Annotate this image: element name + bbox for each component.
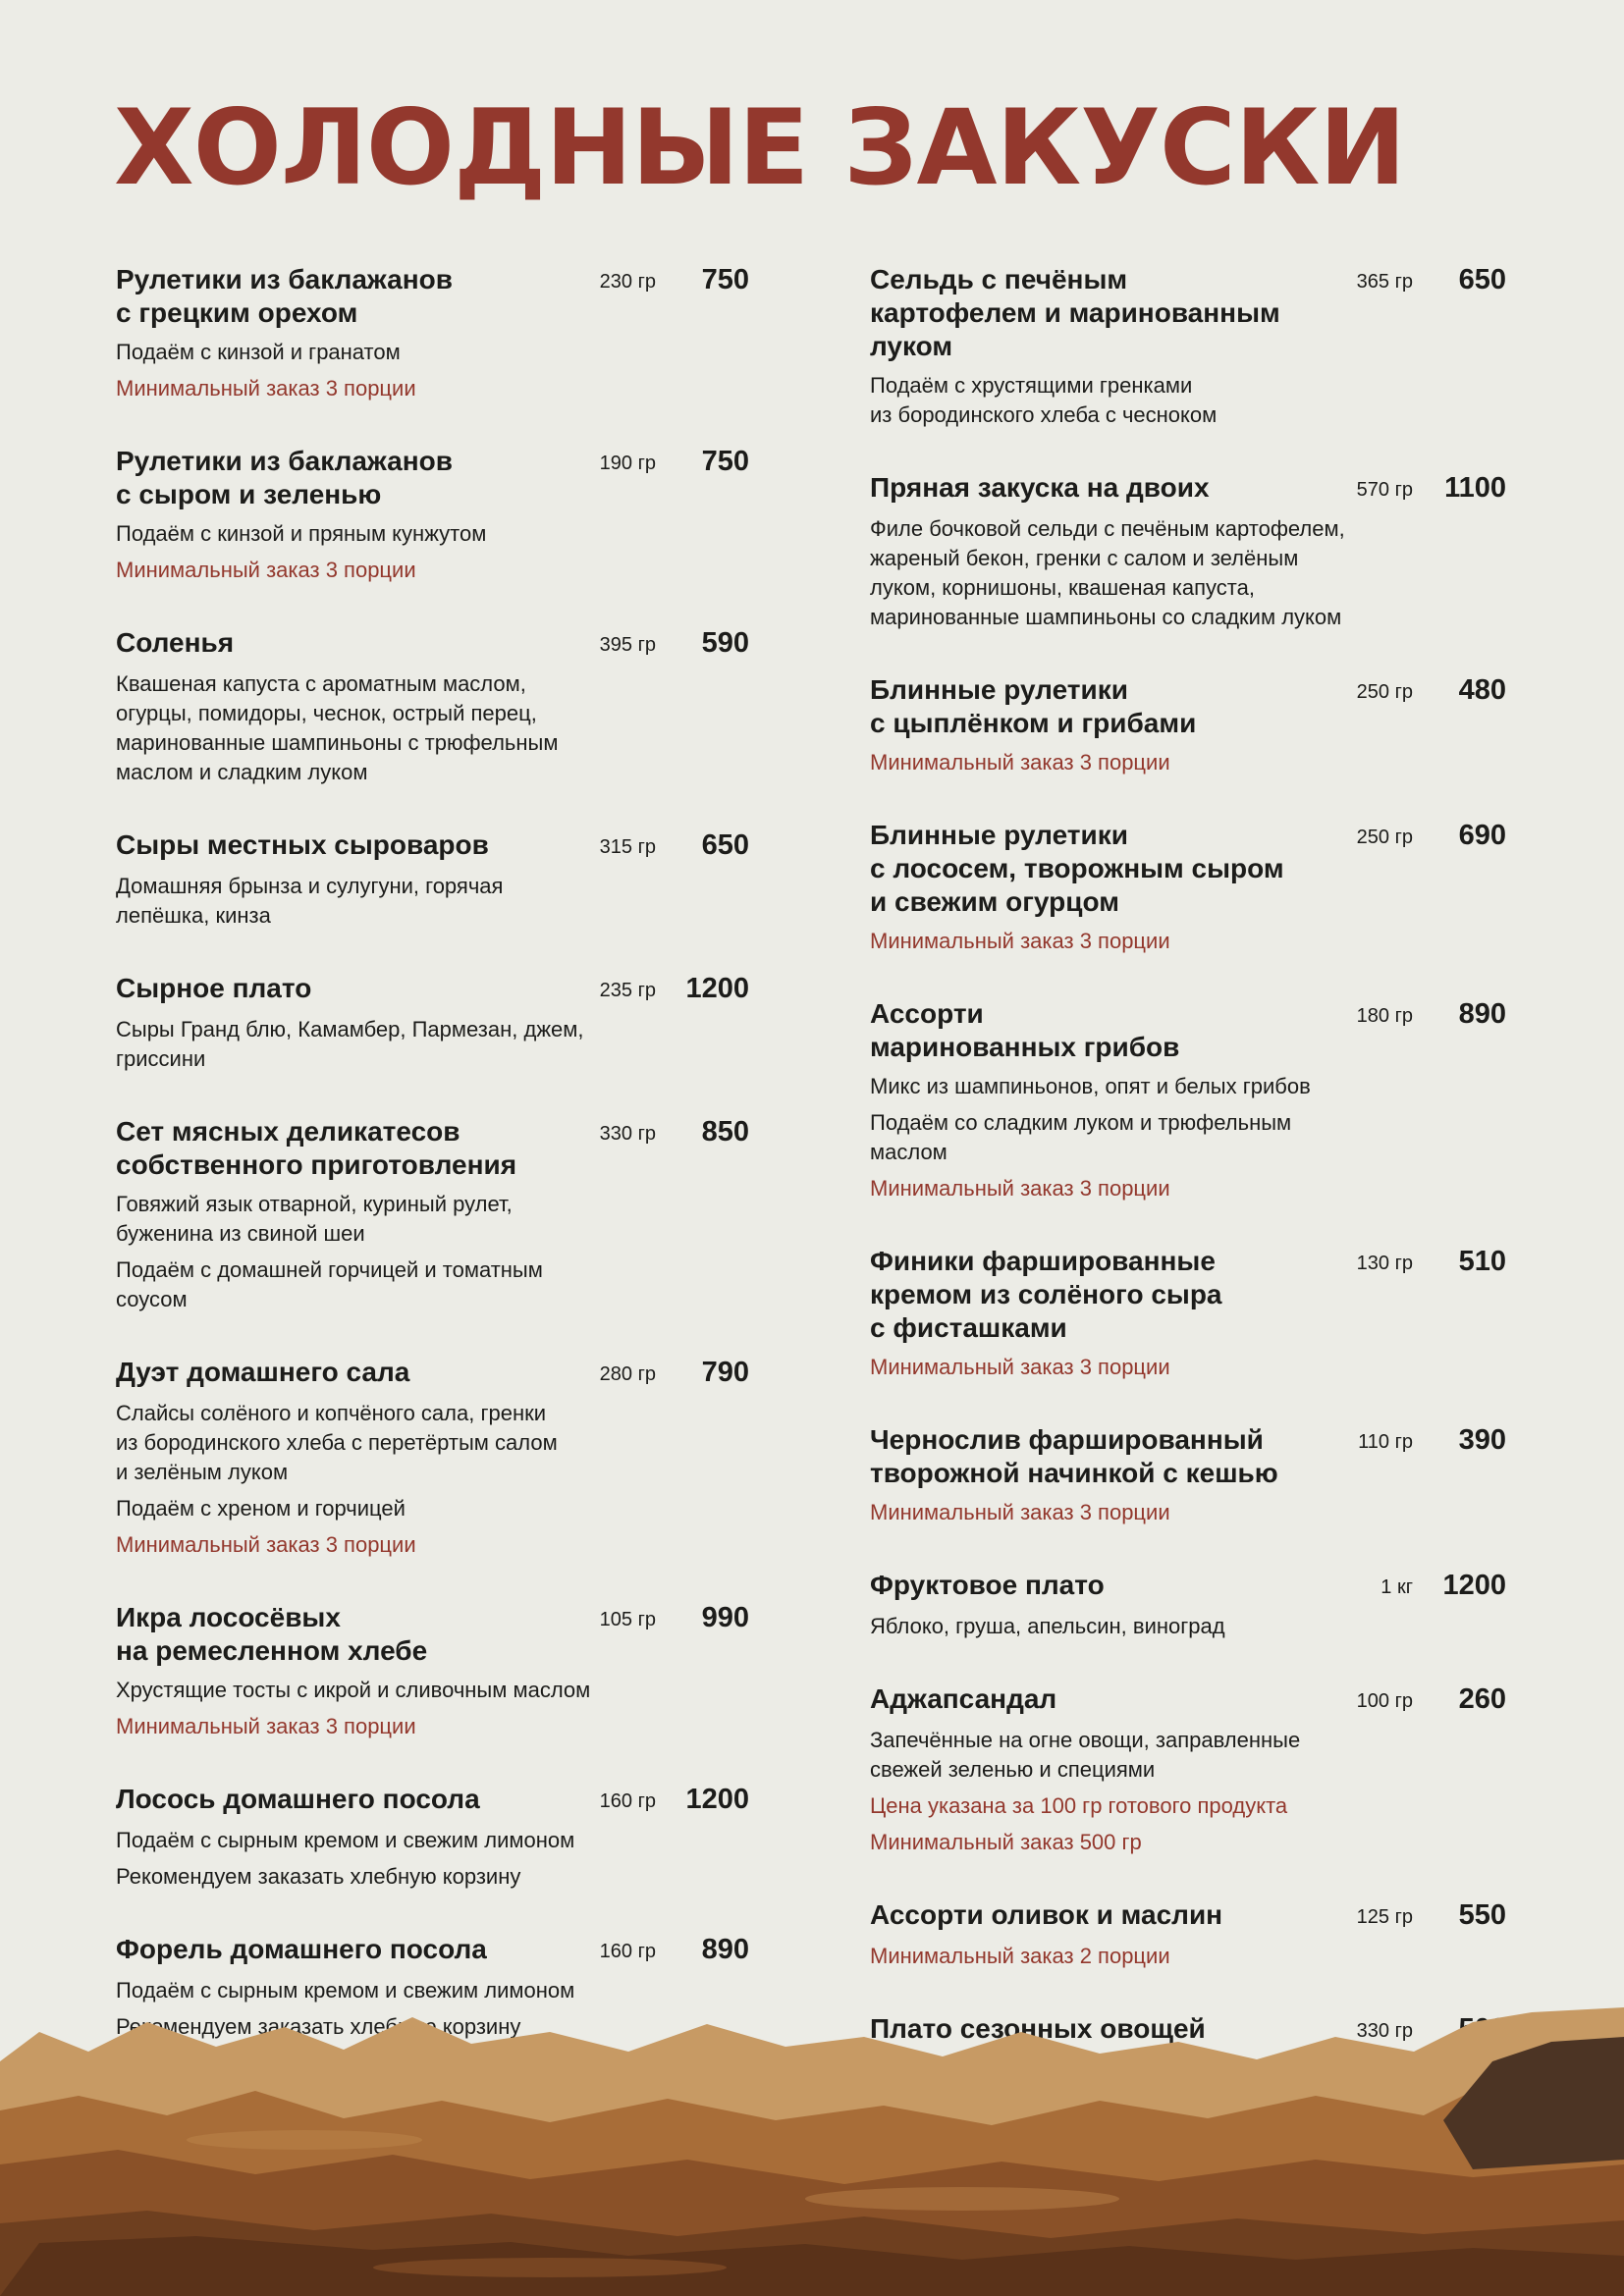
menu-item-header (116, 1601, 749, 1668)
dish-description: Филе бочковой сельди с печёным картофелем, жареный бекон, гренки с салом и зелёным луком, корнишоны, квашеная капуста, маринованные шампиньоны со сладким луком (870, 516, 1345, 629)
dish-weight: 230 гр (599, 271, 656, 293)
dish-name: Соленья (116, 627, 235, 658)
dish-description: Домашняя брынза и сулугуни, горячая лепёшка, кинза (116, 874, 504, 928)
dish-description: Подаём с хреном и горчицей (116, 1496, 406, 1521)
dish-name: Рулетики из баклажанов с сыром и зеленью (116, 446, 453, 509)
dish-note: Минимальный заказ 3 порции (870, 1176, 1170, 1201)
menu-item (870, 1245, 1506, 1382)
menu-item-header (870, 1569, 1506, 1604)
dish-name: Ассорти оливок и маслин (870, 1899, 1223, 1930)
dish-weight: 570 гр (1356, 479, 1413, 501)
menu-item-header (870, 1682, 1506, 1718)
menu-item-header (116, 828, 749, 864)
menu-item (116, 828, 749, 931)
menu-item (870, 1569, 1506, 1641)
menu-item-header (116, 626, 749, 662)
menu-column-left (116, 263, 749, 2083)
dish-price: 1200 (1442, 1570, 1506, 1601)
dish-description: Подаём со сладким луком и трюфельным маслом (870, 1110, 1292, 1164)
dish-description: Яблоко, груша, апельсин, виноград (870, 1614, 1225, 1638)
menu-item (116, 445, 749, 585)
menu-column-right (870, 263, 1506, 2156)
dish-price: 890 (701, 1934, 749, 1965)
menu-item-header (870, 1423, 1506, 1490)
dish-price: 1100 (1444, 472, 1506, 504)
dish-name: Блинные рулетики с цыплёнком и грибами (870, 674, 1197, 738)
menu-item-header (116, 972, 749, 1007)
dish-weight: 250 гр (1356, 681, 1413, 703)
dish-price: 550 (1458, 1899, 1506, 1931)
menu-item-header (116, 445, 749, 511)
dish-note: Минимальный заказ 3 порции (116, 1714, 416, 1738)
dish-price: 750 (701, 446, 749, 477)
menu-item (870, 1898, 1506, 1971)
dish-price: 650 (1458, 264, 1506, 295)
dish-weight: 160 гр (599, 1941, 656, 1962)
menu-item (870, 471, 1506, 632)
dish-weight: 110 гр (1358, 1431, 1413, 1453)
dish-weight: 330 гр (1356, 2020, 1413, 2042)
menu-item (116, 1115, 749, 1314)
menu-item (870, 819, 1506, 956)
landscape-illustration (0, 2002, 1624, 2296)
dish-weight: 105 гр (599, 1609, 656, 1630)
menu-item (116, 263, 749, 403)
dish-weight: 190 гр (599, 453, 656, 474)
menu-item-header (116, 1115, 749, 1182)
dish-description: Слайсы солёного и копчёного сала, гренки из бородинского хлеба с перетёртым салом и зелёным луком (116, 1401, 558, 1484)
page-title: ХОЛОДНЫЕ ЗАКУСКИ (114, 87, 1406, 208)
dish-description: Микс из шампиньонов, опят и белых грибов (870, 1074, 1311, 1098)
dish-description: Сыры Гранд блю, Камамбер, Пармезан, джем, гриссини (116, 1017, 584, 1071)
dish-note: Минимальный заказ 2 порции (870, 1944, 1170, 1968)
dish-price: 890 (1458, 998, 1506, 1030)
dish-weight: 1 кг (1380, 1576, 1413, 1598)
dish-price: 480 (1458, 674, 1506, 706)
menu-item-header (870, 997, 1506, 1064)
dish-price: 590 (701, 627, 749, 659)
dish-name: Сырное плато (116, 973, 312, 1003)
dish-price: 690 (1458, 820, 1506, 851)
menu-item-header (870, 471, 1506, 507)
dish-description: Рекомендуем заказать хлебную корзину (116, 1864, 521, 1889)
menu-item (870, 997, 1506, 1203)
menu-item (870, 673, 1506, 777)
menu-item (116, 1783, 749, 1892)
dish-note: Минимальный заказ 3 порции (116, 558, 416, 582)
dish-description: Хрустящие тосты с икрой и сливочным маслом (116, 1678, 591, 1702)
dish-name: Пряная закуска на двоих (870, 472, 1210, 503)
dish-price: 850 (701, 1116, 749, 1148)
dish-price: 510 (1458, 1246, 1506, 1277)
dish-note: Цена указана за 100 гр готового продукта (870, 1793, 1288, 1818)
dish-note: Минимальный заказ 3 порции (870, 750, 1170, 774)
dish-weight: 395 гр (599, 634, 656, 656)
menu-item-header (116, 1933, 749, 1968)
dish-note: Минимальный заказ 3 порции (116, 376, 416, 400)
dish-name: Аджапсандал (870, 1683, 1057, 1714)
menu-item (870, 263, 1506, 430)
menu-item-header (116, 263, 749, 330)
dish-name: Плато сезонных овощей (870, 2013, 1206, 2044)
dish-weight: 280 гр (599, 1363, 656, 1385)
dish-price: 750 (701, 264, 749, 295)
dish-name: Сыры местных сыроваров (116, 829, 489, 860)
dish-description: Запечённые на огне овощи, заправленные свежей зеленью и специями (870, 1728, 1301, 1782)
menu-item-header (116, 1783, 749, 1818)
dish-name: Лосось домашнего посола (116, 1784, 480, 1814)
dish-price: 260 (1458, 1683, 1506, 1715)
dish-note: Минимальный заказ 500 гр (870, 1830, 1142, 1854)
dish-weight: 180 гр (1356, 1005, 1413, 1027)
dish-weight: 235 гр (599, 980, 656, 1001)
dish-description: Подаём с кинзой и гранатом (116, 340, 401, 364)
menu-item-header (870, 1245, 1506, 1345)
dish-price: 990 (701, 1602, 749, 1633)
dish-weight: 315 гр (599, 836, 656, 858)
dish-note: Минимальный заказ 3 порции (116, 1532, 416, 1557)
dish-weight: 100 гр (1356, 1690, 1413, 1712)
menu-item (870, 1682, 1506, 1857)
dish-name: Икра лососёвых на ремесленном хлебе (116, 1602, 428, 1666)
menu-item-header (116, 1356, 749, 1391)
dish-weight: 160 гр (599, 1790, 656, 1812)
dish-weight: 130 гр (1356, 1253, 1413, 1274)
dish-weight: 125 гр (1356, 1906, 1413, 1928)
dish-description: Подаём с сырным кремом и свежим лимоном (116, 1978, 575, 2002)
menu-item (116, 972, 749, 1074)
dish-price: 1200 (685, 1784, 749, 1815)
menu-item-header (870, 819, 1506, 919)
dish-note: Минимальный заказ 3 порции (870, 1355, 1170, 1379)
dish-weight: 365 гр (1356, 271, 1413, 293)
dish-description: Подаём с домашней горчицей и томатным соусом (116, 1257, 543, 1311)
menu-item (116, 1356, 749, 1560)
dish-description: Квашеная капуста с ароматным маслом, огурцы, помидоры, чеснок, острый перец, маринованные шампиньоны с трюфельным маслом и сладким луком (116, 671, 559, 784)
menu-item (116, 1601, 749, 1741)
dish-note: Минимальный заказ 3 порции (870, 1500, 1170, 1524)
dish-price: 390 (1458, 1424, 1506, 1456)
dish-name: Фруктовое плато (870, 1570, 1105, 1600)
dish-name: Рулетики из баклажанов с грецким орехом (116, 264, 453, 328)
dish-name: Сет мясных деликатесов собственного приготовления (116, 1116, 517, 1180)
dish-name: Ассорти маринованных грибов (870, 998, 1180, 1062)
menu-item-header (870, 1898, 1506, 1934)
dish-description: Говяжий язык отварной, куриный рулет, буженина из свиной шеи (116, 1192, 513, 1246)
dish-weight: 330 гр (599, 1123, 656, 1145)
dish-name: Чернослив фаршированный творожной начинкой с кешью (870, 1424, 1278, 1488)
dish-name: Сельдь с печёным картофелем и маринованным луком (870, 264, 1280, 361)
menu-item-header (870, 673, 1506, 740)
dish-description: Подаём с хрустящими гренками из бородинского хлеба с чесноком (870, 373, 1218, 427)
dish-description: Подаём с кинзой и пряным кунжутом (116, 521, 487, 546)
dish-price: 1200 (685, 973, 749, 1004)
menu-item (116, 626, 749, 787)
dish-name: Финики фаршированные кремом из солёного сыра с фисташками (870, 1246, 1222, 1343)
dish-description: Рекомендуем заказать хлебную корзину (116, 2014, 521, 2039)
dish-name: Дуэт домашнего сала (116, 1357, 410, 1387)
menu-item-header (870, 263, 1506, 363)
dish-price: 650 (701, 829, 749, 861)
dish-description: Подаём с сырным кремом и свежим лимоном (116, 1828, 575, 1852)
dish-price: 790 (701, 1357, 749, 1388)
dish-weight: 250 гр (1356, 827, 1413, 848)
dish-name: Форель домашнего посола (116, 1934, 487, 1964)
dish-note: Минимальный заказ 3 порции (870, 929, 1170, 953)
dish-name: Блинные рулетики с лососем, творожным сыром и свежим огурцом (870, 820, 1284, 917)
menu-item (870, 1423, 1506, 1527)
